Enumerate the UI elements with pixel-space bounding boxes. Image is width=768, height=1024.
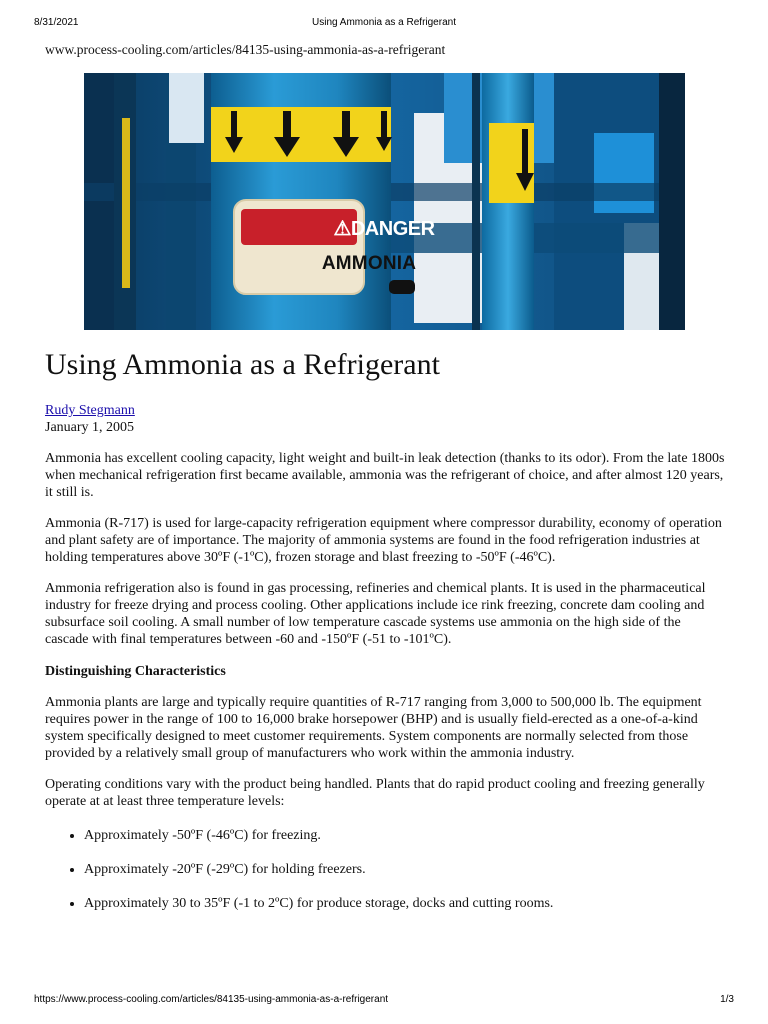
print-footer	[0, 994, 768, 1008]
source-url: www.process-cooling.com/articles/84135-using-ammonia-as-a-refrigerant	[45, 42, 446, 57]
danger-label: ⚠DANGER	[333, 218, 435, 240]
ammonia-label: AMMONIA	[321, 253, 417, 274]
article-date: January 1, 2005	[45, 420, 135, 435]
ammonia-pipes-illustration	[84, 73, 685, 330]
paragraph-1: Ammonia has excellent cooling capacity, light weight and built-in leak detection (thanks to its odor). From the late 1800s when mechanical refrigeration first became available, ammonia was the refrigerant of choice, and after almost 120 years, it still is.	[45, 451, 725, 500]
print-date: 8/31/2021	[34, 17, 79, 28]
print-footer-url: https://www.process-cooling.com/articles/84135-using-ammonia-as-a-refrigerant	[34, 994, 389, 1005]
print-title: Using Ammonia as a Refrigerant	[312, 17, 456, 28]
byline	[45, 402, 725, 436]
section-heading: Distinguishing Characteristics	[45, 664, 226, 679]
paragraph-5: Operating conditions vary with the product being handled. Plants that do rapid product cooling and freezing generally operate at at least three temperature levels:	[45, 777, 705, 809]
list-item: • Approximately 30 to 35ºF (-1 to 2ºC) for produce storage, docks and cutting rooms.	[84, 895, 725, 912]
page-number: 1/3	[720, 994, 734, 1005]
hero-image	[84, 73, 685, 330]
list-item: • Approximately -20ºF (-29ºC) for holding freezers.	[84, 861, 725, 878]
print-header	[0, 17, 768, 31]
temperature-list	[45, 827, 725, 912]
paragraph-3: Ammonia refrigeration also is found in gas processing, refineries and chemical plants. It is used in the pharmaceutical industry for freeze drying and process cooling. Other applications include ice rink freezing, concrete dam cooling and subsurface soil cooling. A small number of low temperature cascade systems use ammonia on the high side of the cascade with final temperatures between -60 and -150ºF (-51 to -101ºC).	[45, 581, 706, 647]
paragraph-4: Ammonia plants are large and typically require quantities of R-717 ranging from 3,000 to 500,000 lb. The equipment requires power in the range of 100 to 16,000 brake horsepower (BHP) and is usually field-erected as a one-of-a-kind system specifically designed to meet customer requirements. System components are normally selected from those provided by a relatively small group of manufacturers who work within the ammonia industry.	[45, 695, 702, 761]
article-title: Using Ammonia as a Refrigerant	[45, 348, 440, 381]
article-content	[45, 41, 725, 929]
author-link[interactable]: Rudy Stegmann	[45, 403, 135, 418]
list-item: • Approximately -50ºF (-46ºC) for freezing.	[84, 827, 725, 844]
paragraph-2: Ammonia (R-717) is used for large-capacity refrigeration equipment where compressor durability, economy of operation and plant safety are of importance. The majority of ammonia systems are found in the food refrigeration industries at holding temperatures above 30ºF (-1ºC), frozen storage and blast freezing to -50ºF (-46ºC).	[45, 516, 722, 565]
